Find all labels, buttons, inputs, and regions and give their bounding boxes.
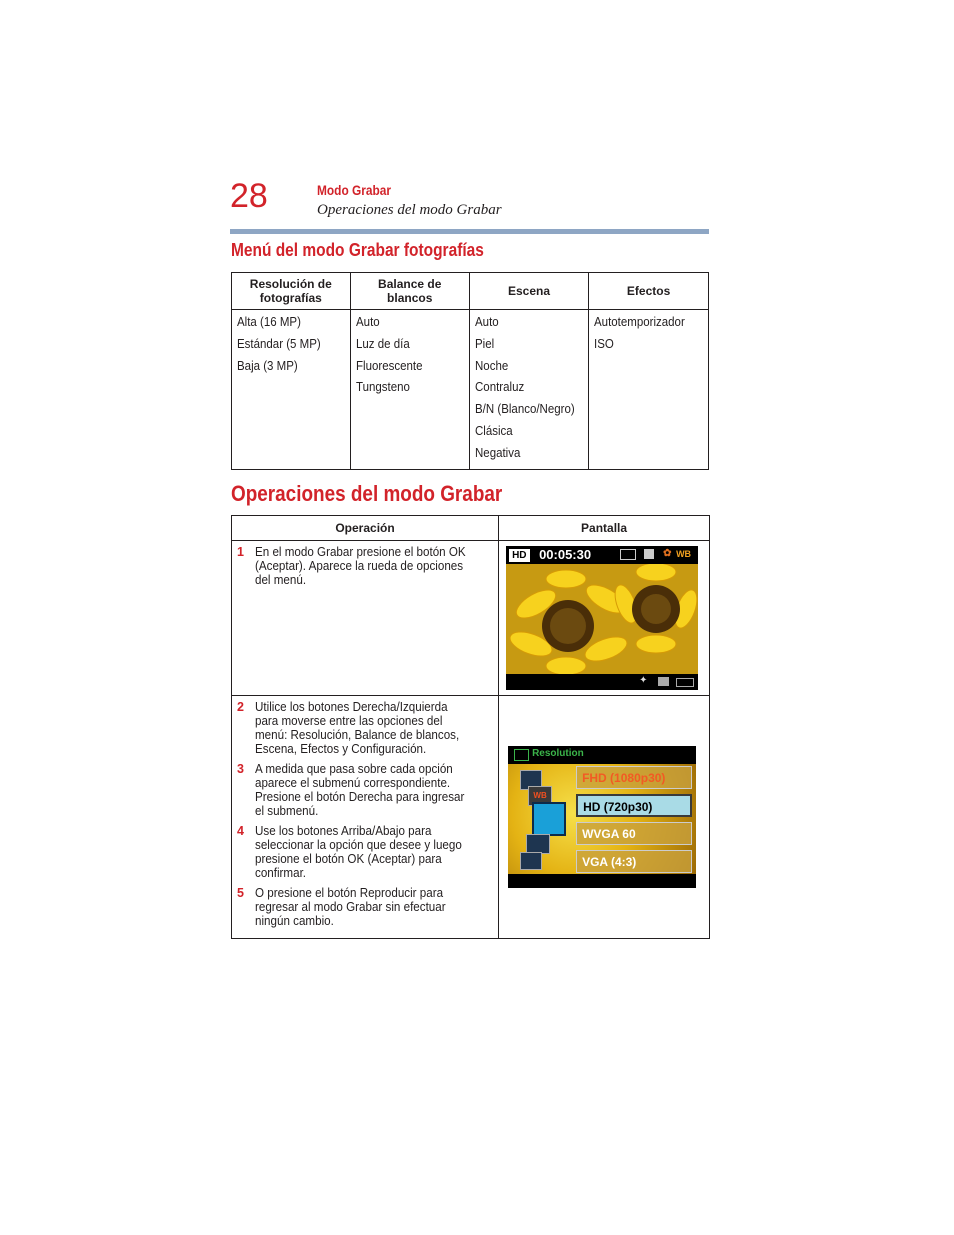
white-balance-icon: WB xyxy=(528,786,552,806)
col-header-scene: Escena xyxy=(469,273,588,310)
flower-icon: ✿ xyxy=(663,548,672,559)
step-text: Utilice los botones Derecha/Izquierda para moverse entre las opciones del menú: Resolución, Balance de blancos, Escena, Efectos y Configuración. xyxy=(255,700,460,756)
running-header-section: Modo Grabar xyxy=(317,182,392,198)
col-header-resolution: Resolución de fotografías xyxy=(232,273,351,310)
step-number: 5 xyxy=(237,886,244,900)
white-balance-option: Tungsteno xyxy=(355,380,410,395)
step-item xyxy=(236,886,490,928)
step-text: O presione el botón Reproducir para regresar al modo Grabar sin efectuar ningún cambio. xyxy=(255,886,446,928)
photo-menu-table xyxy=(231,272,709,470)
step-number: 1 xyxy=(237,545,244,559)
scene-option: Clásica xyxy=(474,423,513,438)
effects-cell xyxy=(589,310,709,470)
sunflower-image xyxy=(506,564,698,674)
effects-icon xyxy=(526,834,550,854)
col-header-operation: Operación xyxy=(232,516,499,541)
resolution-option-vga[interactable]: VGA (4:3) xyxy=(576,850,692,873)
step-number: 3 xyxy=(237,762,244,776)
scene-option: Auto xyxy=(474,315,499,329)
step-item xyxy=(236,700,490,756)
white-balance-option: Auto xyxy=(355,315,380,329)
sd-card-icon xyxy=(658,677,669,686)
step-item xyxy=(236,545,490,587)
header-rule xyxy=(230,229,709,234)
resolution-menu-screen xyxy=(508,746,696,888)
resolution-icon xyxy=(532,802,566,836)
resolution-menu-icon xyxy=(514,749,529,761)
camera-screen-preview xyxy=(506,546,698,690)
col-header-white-balance: Balance de blancos xyxy=(350,273,469,310)
step-number: 4 xyxy=(237,824,244,838)
screen-bottom-bar xyxy=(506,674,698,690)
running-header-subsection: Operaciones del modo Grabar xyxy=(317,202,502,218)
sunflower-photo xyxy=(506,564,698,674)
page-number: 28 xyxy=(230,177,268,215)
settings-icon xyxy=(520,852,542,870)
step-text: A medida que pasa sobre cada opción aparece el submenú correspondiente. Presione el botón Derecha para ingresar el submenú. xyxy=(255,762,465,818)
hd-badge: HD xyxy=(509,549,529,562)
operations-table xyxy=(231,515,710,939)
step-text: Use los botones Arriba/Abajo para seleccionar la opción que desee y luego presione el botón OK (Aceptar) para confirmar. xyxy=(255,824,462,880)
scene-option: Noche xyxy=(474,358,509,373)
col-header-effects: Efectos xyxy=(589,273,709,310)
resolution-option-hd-selected[interactable]: HD (720p30) xyxy=(576,794,692,817)
resolution-cell xyxy=(232,310,351,470)
resolution-option: Estándar (5 MP) xyxy=(237,336,321,351)
operations-heading: Operaciones del modo Grabar xyxy=(231,481,503,506)
step-item xyxy=(236,824,490,880)
battery-icon xyxy=(676,678,694,687)
screen-cell xyxy=(499,696,710,939)
light-icon: ✦ xyxy=(639,675,648,686)
operation-cell xyxy=(232,696,499,939)
photo-menu-heading: Menú del modo Grabar fotografías xyxy=(231,240,484,260)
scene-option: B/N (Blanco/Negro) xyxy=(474,402,575,417)
scene-option: Contraluz xyxy=(474,380,525,395)
record-time: 00:05:30 xyxy=(539,547,592,562)
resolution-option-fhd[interactable]: FHD (1080p30) xyxy=(576,766,692,789)
menu-title: Resolution xyxy=(532,748,584,759)
scene-option: Negativa xyxy=(474,445,521,460)
white-balance-option: Luz de día xyxy=(355,336,410,351)
screen-cell xyxy=(499,541,710,696)
wb-icon: WB xyxy=(676,549,692,559)
step-text: En el modo Grabar presione el botón OK (Aceptar). Aparece la rueda de opciones del menú. xyxy=(255,545,466,587)
mode-icon xyxy=(644,549,654,559)
white-balance-option: Fluorescente xyxy=(355,358,423,373)
menu-wheel xyxy=(516,770,562,870)
step-number: 2 xyxy=(237,700,244,714)
white-balance-cell xyxy=(350,310,469,470)
scene-option: Piel xyxy=(474,336,495,351)
effects-option: ISO xyxy=(594,336,615,351)
resolution-option: Baja (3 MP) xyxy=(237,358,298,373)
video-icon xyxy=(620,549,636,560)
screen-status-bar xyxy=(506,546,698,564)
resolution-option-wvga[interactable]: WVGA 60 xyxy=(576,822,692,845)
operation-cell xyxy=(232,541,499,696)
scene-cell xyxy=(469,310,588,470)
col-header-screen: Pantalla xyxy=(499,516,710,541)
effects-option: Autotemporizador xyxy=(594,315,685,329)
step-item xyxy=(236,762,490,818)
resolution-option: Alta (16 MP) xyxy=(237,315,301,329)
